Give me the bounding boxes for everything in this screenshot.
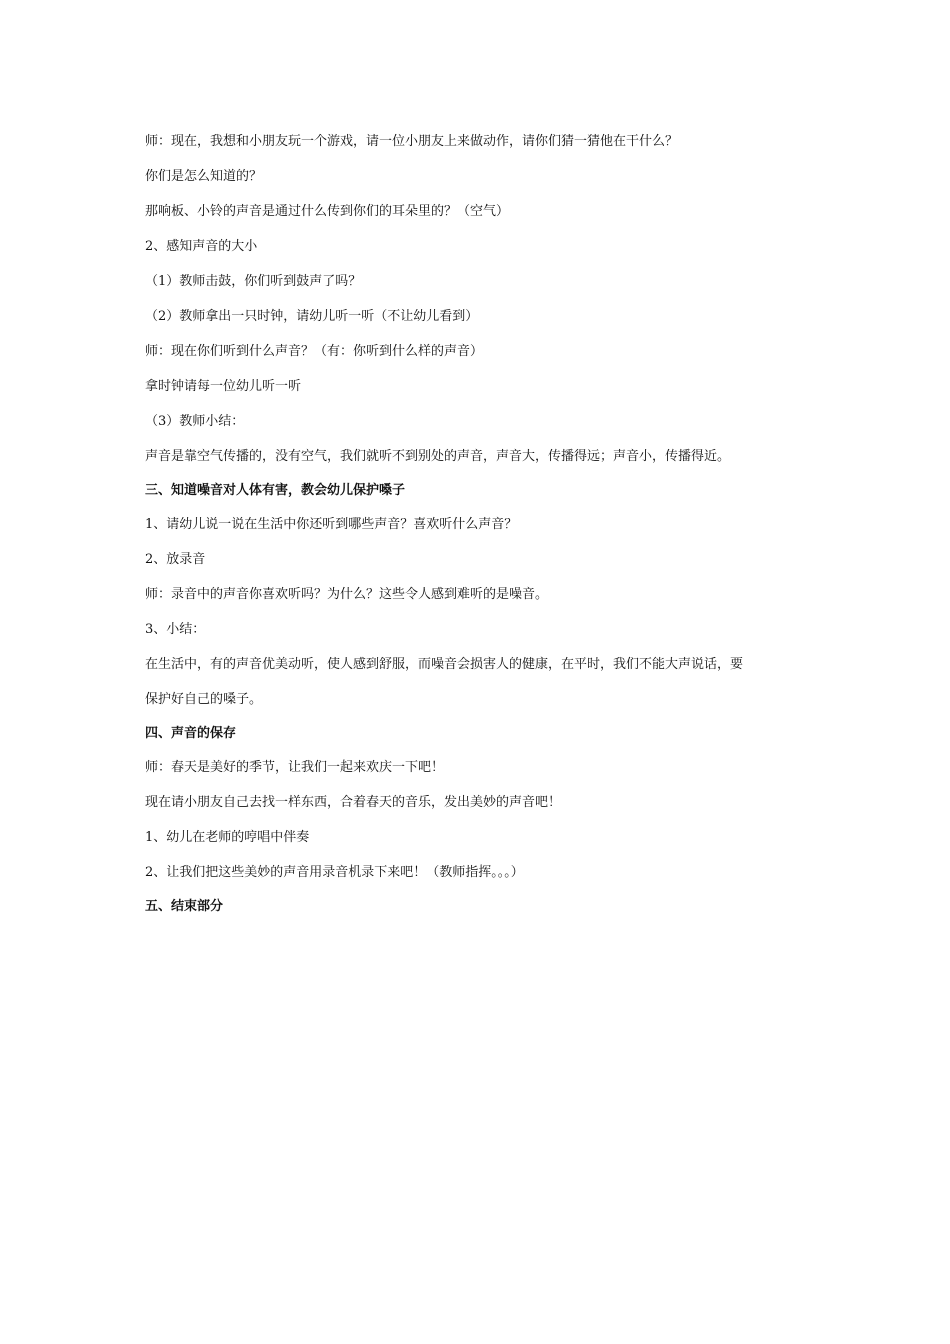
paragraph: 师：春天是美好的季节，让我们一起来欢庆一下吧！ <box>145 760 445 775</box>
section-heading: 三、知道噪音对人体有害，教会幼儿保护嗓子 <box>145 483 406 498</box>
paragraph: 2、放录音 <box>145 552 206 567</box>
paragraph: （3）教师小结： <box>145 414 245 429</box>
section-heading: 四、声音的保存 <box>145 726 237 741</box>
section-heading: 五、结束部分 <box>145 899 224 914</box>
paragraph: 声音是靠空气传播的，没有空气，我们就听不到别处的声音，声音大，传播得远；声音小，传播得近。 <box>145 449 731 464</box>
paragraph: （1）教师击鼓，你们听到鼓声了吗？ <box>145 274 362 289</box>
paragraph: 3、小结： <box>145 622 206 637</box>
paragraph: 1、幼儿在老师的哼唱中伴奏 <box>145 830 310 845</box>
paragraph: 1、请幼儿说一说在生活中你还听到哪些声音？喜欢听什么声音？ <box>145 517 518 532</box>
paragraph: 那响板、小铃的声音是通过什么传到你们的耳朵里的？（空气） <box>145 204 510 219</box>
paragraph: 现在请小朋友自己去找一样东西，合着春天的音乐，发出美妙的声音吧！ <box>145 795 562 810</box>
paragraph: 师：现在你们听到什么声音？（有：你听到什么样的声音） <box>145 344 484 359</box>
paragraph: 在生活中，有的声音优美动听，使人感到舒服，而噪音会损害人的健康，在平时，我们不能大声说话，要 <box>145 657 744 672</box>
paragraph: 师：现在，我想和小朋友玩一个游戏，请一位小朋友上来做动作，请你们猜一猜他在干什么？ <box>145 134 679 149</box>
document-page <box>145 124 825 923</box>
paragraph: 2、让我们把这些美妙的声音用录音机录下来吧！（教师指挥。。。） <box>145 865 524 880</box>
paragraph: 你们是怎么知道的？ <box>145 169 263 184</box>
paragraph: 2、感知声音的大小 <box>145 239 258 254</box>
paragraph: （2）教师拿出一只时钟，请幼儿听一听（不让幼儿看到） <box>145 309 479 324</box>
paragraph: 师：录音中的声音你喜欢听吗？为什么？这些令人感到难听的是噪音。 <box>145 587 549 602</box>
paragraph: 保护好自己的嗓子。 <box>145 692 263 707</box>
paragraph: 拿时钟请每一位幼儿听一听 <box>145 379 302 394</box>
